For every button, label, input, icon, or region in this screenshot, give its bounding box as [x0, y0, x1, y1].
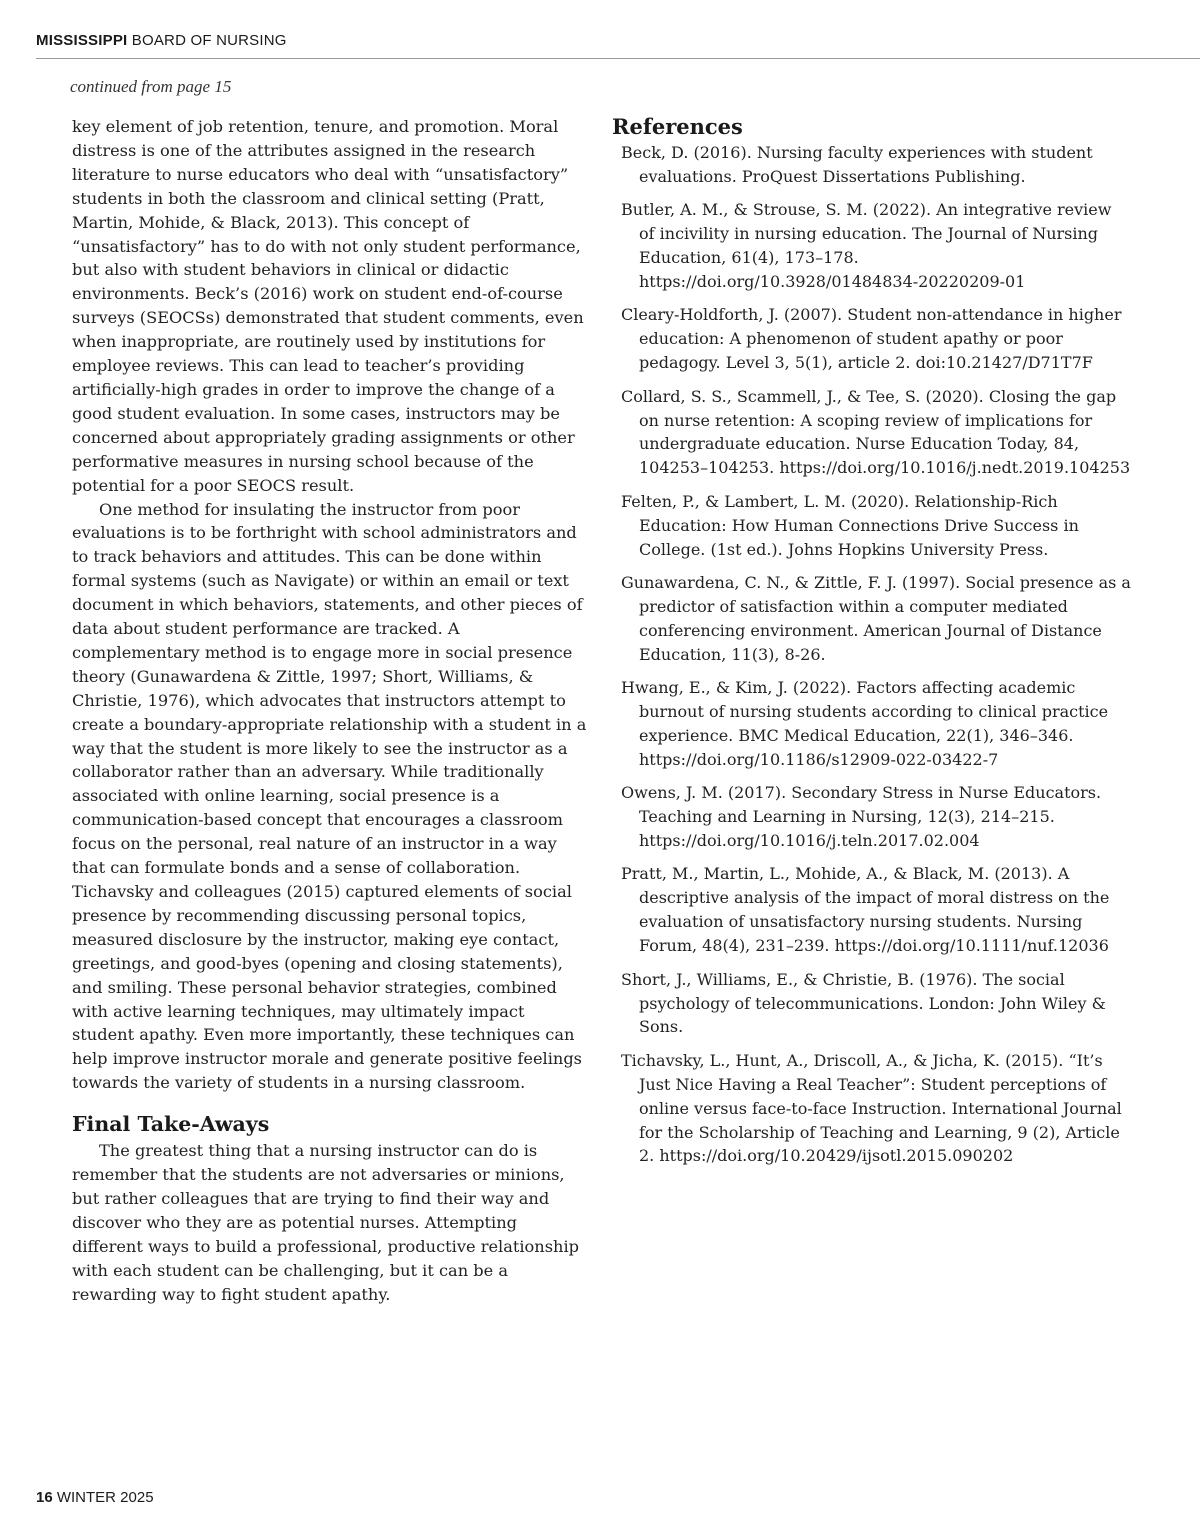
continued-note: continued from page 15 [70, 77, 232, 96]
references-column [612, 113, 1132, 1178]
header-divider [36, 58, 1200, 59]
page-footer [36, 1489, 154, 1506]
reference-item: Butler, A. M., & Strouse, S. M. (2022). An integrative review of incivility in nursing education. The Journal of Nursing Education, 61(4), 173–178. https://doi.org/10.3928/01484834-20220209-01 [621, 200, 1112, 292]
article-paragraph: The greatest thing that a nursing instructor can do is remember that the students are not adversaries or minions, but rather colleagues that are trying to find their way and discover who they are as potential nurses. Attempting different ways to build a professional, productive relationship with each student can be challenging, but it can be a rewarding way to fight student apathy. [72, 1141, 579, 1304]
section-heading: Final Take-Aways [72, 1112, 270, 1137]
running-header [36, 32, 287, 49]
reference-item: Cleary-Holdforth, J. (2007). Student non-attendance in higher education: A phenomenon of student apathy or poor pedagogy. Level 3, 5(1), article 2. doi:10.21427/D71T7F [621, 305, 1122, 373]
reference-item: Tichavsky, L., Hunt, A., Driscoll, A., & Jicha, K. (2015). “It’s Just Nice Having a Real Teacher”: Student perceptions of online versus face-to-face Instruction. International Journal for the Scholarship of Teaching and Learning, 9 (2), Article 2. https://doi.org/10.20429/ijsotl.2015.090202 [621, 1050, 1122, 1166]
reference-item: Pratt, M., Martin, L., Mohide, A., & Black, M. (2013). A descriptive analysis of the impact of moral distress on the evaluation of unsatisfactory nursing students. Nursing Forum, 48(4), 231–239. https://doi.org/10.1111/nuf.12036 [621, 864, 1110, 956]
reference-item: Gunawardena, C. N., & Zittle, F. J. (1997). Social presence as a predictor of satisfaction within a computer mediated conferencing environment. American Journal of Distance Education, 11(3), 8-26. [621, 573, 1131, 664]
reference-item: Felten, P., & Lambert, L. M. (2020). Relationship-Rich Education: How Human Connections Drive Success in College. (1st ed.). Johns Hopkins University Press. [621, 491, 1079, 559]
reference-item: Owens, J. M. (2017). Secondary Stress in Nurse Educators. Teaching and Learning in Nursing, 12(3), 214–215. https://doi.org/10.1016/j.teln.2017.02.004 [621, 783, 1102, 851]
issue-label: WINTER 2025 [52, 1489, 154, 1506]
article-paragraph: key element of job retention, tenure, and promotion. Moral distress is one of the attributes assigned in the research literature to nurse educators who deal with “unsatisfactory” students in both the classroom and clinical setting (Pratt, Martin, Mohide, & Black, 2013). This concept of “unsatisfactory” has to do with not only student performance, but also with student behaviors in clinical or didactic environments. Beck’s (2016) work on student end-of-course surveys (SEOCSs) demonstrated that student comments, even when inappropriate, are routinely used by institutions for employee reviews. This can lead to teacher’s providing artificially-high grades in order to improve the change of a good student evaluation. In some cases, instructors may be concerned about appropriately grading assignments or other performative measures in nursing school because of the potential for a poor SEOCS result. [72, 117, 584, 495]
header-publication-bold: MISSISSIPPI [36, 32, 128, 49]
reference-item: Hwang, E., & Kim, J. (2022). Factors affecting academic burnout of nursing students according to clinical practice experience. BMC Medical Education, 22(1), 346–346. https://doi.org/10.1186/s12909-022-03422-7 [621, 678, 1109, 769]
header-publication-rest: BOARD OF NURSING [127, 32, 287, 49]
page-number: 16 [36, 1489, 53, 1506]
reference-item: Short, J., Williams, E., & Christie, B. (1976). The social psychology of telecommunications. London: John Wiley & Sons. [621, 969, 1106, 1037]
reference-item: Collard, S. S., Scammell, J., & Tee, S. (2020). Closing the gap on nurse retention: A scoping review of implications for undergraduate education. Nurse Education Today, 84, 104253–104253. https://doi.org/10.1016/j.nedt.2019.104253 [621, 386, 1131, 478]
references-heading: References [612, 114, 743, 139]
article-column [72, 115, 590, 1307]
article-paragraph: One method for insulating the instructor from poor evaluations is to be forthright with school administrators and to track behaviors and attitudes. This can be done within formal systems (such as Navigate) or within an email or text document in which behaviors, statements, and other pieces of data about student performance are tracked. A complementary method is to engage more in social presence theory (Gunawardena & Zittle, 1997; Short, Williams, & Christie, 1976), which advocates that instructors attempt to create a boundary-appropriate relationship with a student in a way that the student is more likely to see the instructor as a collaborator rather than an adversary. While traditionally associated with online learning, social presence is a communication-based concept that encourages a classroom focus on the personal, real nature of an instructor in a way that can formulate bonds and a sense of collaboration. Tichavsky and colleagues (2015) captured elements of social presence by recommending discussing personal topics, measured disclosure by the instructor, making eye contact, greetings, and good-byes (opening and closing statements), and smiling. These personal behavior strategies, combined with active learning techniques, may ultimately impact student apathy. Even more importantly, these techniques can help improve instructor morale and generate positive feelings towards the variety of students in a nursing classroom. [72, 499, 587, 1093]
reference-item: Beck, D. (2016). Nursing faculty experiences with student evaluations. ProQuest Dissertations Publishing. [621, 143, 1093, 186]
